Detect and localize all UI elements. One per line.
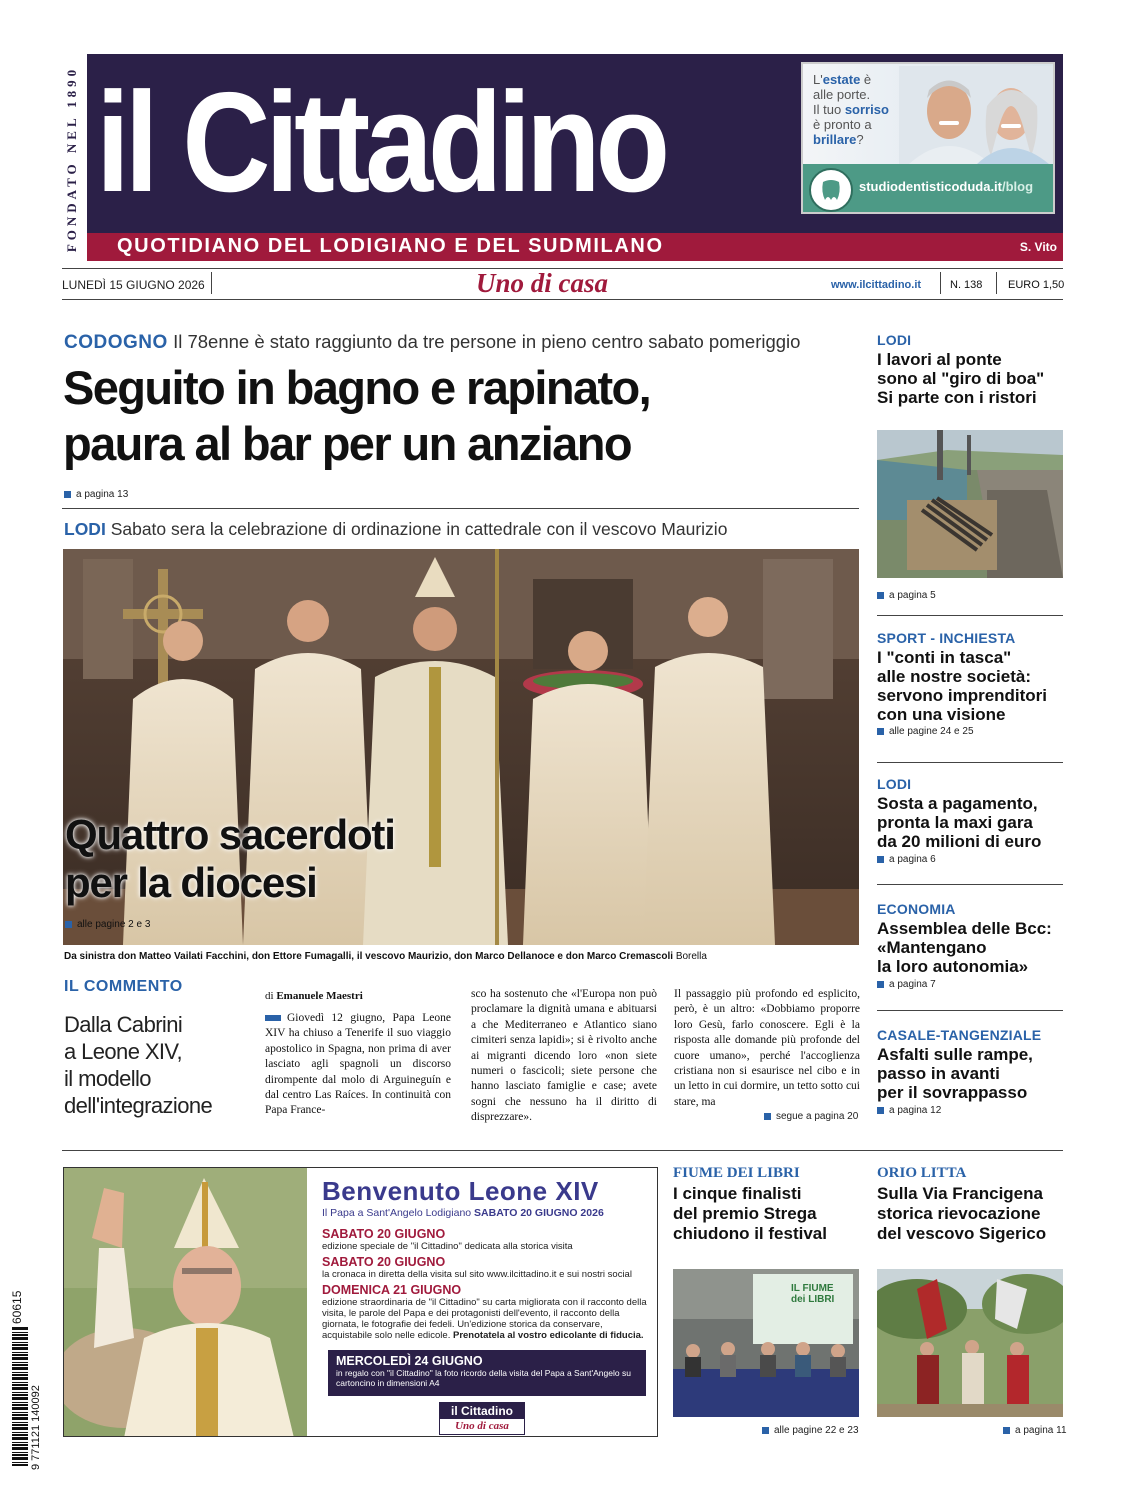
photo-credit: Borella — [675, 951, 707, 962]
ad-url-bar: studiodentisticoduda.it/blog — [803, 164, 1055, 214]
barcode: 60615 9 771121 140092 — [10, 1290, 42, 1470]
promo-title: Benvenuto Leone XIV — [322, 1176, 599, 1206]
commento-col-2: sco ha sostenuto che «l'Europa non può proclamare la dignità umana e abituarsi a che Mediterraneo e Atlantico siano cimiteri senza lapidi»; si è rivolto anche ai migranti dicendo loro «non siete numeri o fascicoli; siete persone che hanno lasciato famiglie e case; avete sogni che nessuno ha il diritto di disprezzare». — [471, 988, 657, 1124]
ad-copy: L'estate è alle porte. Il tuo sorriso è pronto a brillare? — [813, 72, 889, 147]
commento-col-1: Giovedì 12 giugno, Papa Leone XIV ha chiuso a Tenerife il suo viaggio apostolico in Spagna, non prima di aver lasciato agli spagnoli un discorso dirompente dal molo di Arguineguín e dal centro Las Raíces. In continuità con Papa France- — [265, 1012, 451, 1117]
bottom-ref-2[interactable]: a pagina 11 — [1003, 1425, 1067, 1436]
masthead-title: il Cittadino — [96, 63, 665, 222]
sidebar-ref-1[interactable]: a pagina 5 — [877, 590, 936, 601]
second-headline[interactable]: Quattro sacerdoti per la diocesi — [65, 811, 395, 906]
sidebar-item-bcc[interactable]: ECONOMIA Assemblea delle Bcc: «Mantengano la loro autonomia» a pagina 7 — [877, 901, 1052, 990]
commento-col-3: Il passaggio più profondo ed esplicito, però, è un altro: «Dobbiamo proporre loro Gesù, farlo conoscere. Egli è la risposta alle domande più profonde del cuore umano», perché l'accoglienza cristiana non si esaurisce nel cibo e in un letto in cui dormire, un tetto sotto cui stare, ma — [674, 988, 860, 1108]
tagline: QUOTIDIANO DEL LODIGIANO E DEL SUDMILANO — [117, 235, 664, 257]
lead-kicker: CODOGNO — [64, 332, 168, 353]
festival-photo — [673, 1269, 859, 1417]
issue-date: LUNEDÌ 15 GIUGNO 2026 — [62, 278, 205, 292]
commento-byline: di Emanuele Maestri — [265, 990, 363, 1002]
francigena-photo — [877, 1269, 1063, 1417]
sidebar-item-casale[interactable]: CASALE-TANGENZIALE Asfalti sulle rampe, passo in avanti per il sovrappasso a pagina 12 — [877, 1027, 1042, 1116]
ordination-photo — [63, 549, 859, 945]
tooth-logo-icon — [809, 168, 853, 212]
bottom-story-libri[interactable]: FIUME DEI LIBRI I cinque finalisti del premio Strega chiudono il festival — [673, 1165, 827, 1243]
lead-ref: a pagina 13 — [64, 489, 128, 500]
second-summary-line — [64, 519, 864, 540]
website-link[interactable]: www.ilcittadino.it — [831, 279, 922, 291]
saint-of-day: S. Vito — [1019, 240, 1057, 254]
price: EURO 1,50 — [1008, 279, 1065, 291]
founded-vertical: FONDATO NEL 1890 — [64, 65, 79, 253]
sidebar-item-ponte[interactable]: LODI I lavori al ponte sono al "giro di boa" Si parte con i ristori — [877, 332, 1045, 407]
festival-stage-sign: IL FIUME dei LIBRI — [791, 1283, 835, 1305]
bottom-story-orio[interactable]: ORIO LITTA Sulla Via Francigena storica rievocazione del vescovo Sigerico — [877, 1165, 1047, 1243]
tagline-bar — [87, 233, 1063, 261]
dental-ad[interactable] — [801, 62, 1055, 214]
promo-gift-box: MERCOLEDÌ 24 GIUGNO in regalo con "il Cittadino" la foto ricordo della visita del Papa a Sant'Angelo su cartoncino in dimensioni A4 — [328, 1350, 646, 1396]
promo-content: Benvenuto Leone XIV Il Papa a Sant'Angelo Lodigiano SABATO 20 GIUGNO 2026 SABATO 20 GIUGNO edizione speciale de "il Cittadino" dedicata alla storica visita SABATO 20 GIUGNO la cronaca in diretta della visita sul sito www.ilcittadino.it e sui nostri social DOMENICA 21 GIUGNO edizione straordinaria de "il Cittadino" su carta migliorata con il racconto della visita, le parole del Papa e dei protagonisti dell'evento, il racconto della giornata, le fotografie dei fedeli. Un'edizione storica da conservare, acquistabile solo nelle edicole. Prenotatela al vostro edicolante di fiducia. — [322, 1176, 652, 1341]
commento-title[interactable]: Dalla Cabrini a Leone XIV, il modello dell'integrazione — [64, 1012, 213, 1118]
bottom-ref-1[interactable]: alle pagine 22 e 23 — [762, 1425, 859, 1436]
commento-ref[interactable]: segue a pagina 20 — [764, 1111, 858, 1122]
bridge-photo — [877, 430, 1063, 578]
pope-photo — [64, 1168, 307, 1437]
photo-caption: Da sinistra don Matteo Vailati Facchini, don Ettore Fumagalli, il vescovo Maurizio, don Marco Dellanoce e don Marco Cremascoli Borella — [64, 951, 707, 962]
promo-logo: il Cittadino Uno di casa — [439, 1402, 525, 1435]
second-kicker: LODI — [64, 519, 106, 539]
lead-summary-line — [64, 331, 864, 354]
ad-couple-photo — [899, 66, 1055, 164]
commento-label: IL COMMENTO — [64, 978, 183, 995]
lead-headline[interactable]: Seguito in bagno e rapinato, paura al bar per un anziano — [63, 361, 651, 470]
promo-box[interactable] — [63, 1167, 658, 1437]
second-ref: alle pagine 2 e 3 — [65, 919, 150, 930]
sidebar-item-sport[interactable]: SPORT - INCHIESTA I "conti in tasca" alle nostre società: servono imprenditori con una visione alle pagine 24 e 25 — [877, 630, 1048, 737]
sidebar-item-sosta[interactable]: LODI Sosta a pagamento, pronta la maxi gara da 20 milioni di euro a pagina 6 — [877, 776, 1042, 865]
second-summary: Sabato sera la celebrazione di ordinazione in cattedrale con il vescovo Maurizio — [110, 519, 728, 539]
sidebar — [877, 332, 1063, 1132]
motto: Uno di casa — [476, 268, 609, 298]
lead-summary: Il 78enne è stato raggiunto da tre persone in pieno centro sabato pomeriggio — [173, 331, 801, 352]
issue-number: N. 138 — [950, 279, 983, 291]
